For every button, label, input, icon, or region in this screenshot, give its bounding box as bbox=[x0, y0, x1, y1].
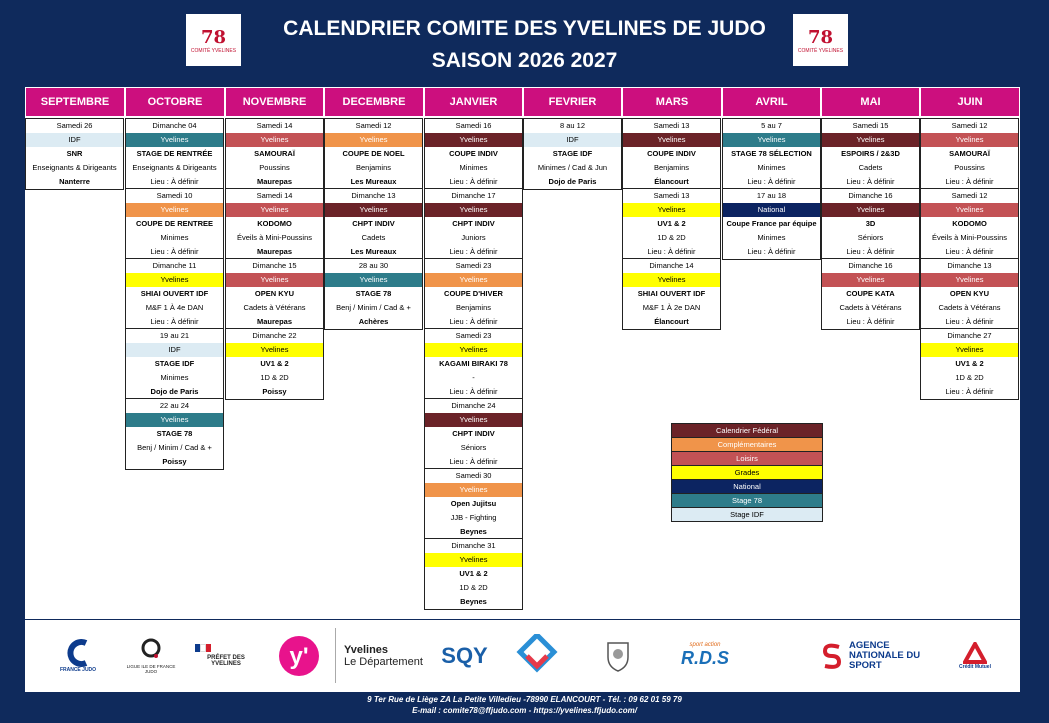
sponsors-bar bbox=[25, 620, 1020, 692]
legend-item: Complémentaires bbox=[672, 438, 822, 452]
france-judo-icon bbox=[64, 639, 92, 667]
event-location: Beynes bbox=[460, 597, 487, 606]
month-header: NOVEMBRE bbox=[225, 87, 324, 117]
event-participants: Benj / Minim / Cad & + bbox=[137, 443, 212, 452]
event-block bbox=[920, 258, 1019, 330]
event-category-bar: Yvelines bbox=[325, 133, 422, 147]
event-participants: Minimes bbox=[160, 373, 189, 382]
event-block bbox=[225, 188, 324, 260]
event-category-bar: Yvelines bbox=[921, 203, 1018, 217]
event-category-bar: Yvelines bbox=[325, 203, 422, 217]
event-participants: Cadets à Vétérans bbox=[839, 303, 902, 312]
event-name: OPEN KYU bbox=[949, 289, 990, 298]
event-category-bar: IDF bbox=[524, 133, 621, 147]
sponsor-label: FRANCE JUDO bbox=[59, 666, 97, 673]
event-location: Lieu : À définir bbox=[449, 317, 498, 326]
event-category-bar: Yvelines bbox=[126, 203, 223, 217]
event-participants: M&F 1 À 4e DAN bbox=[145, 303, 204, 312]
event-location: Beynes bbox=[460, 527, 487, 536]
event-category-bar: Yvelines bbox=[325, 273, 422, 287]
event-participants: Minimes / Cad & Jun bbox=[537, 163, 608, 172]
event-date: 22 au 24 bbox=[159, 401, 190, 410]
event-category-bar: Yvelines bbox=[226, 133, 323, 147]
rds-logo bbox=[665, 628, 745, 683]
event-participants: Benjamins bbox=[653, 163, 690, 172]
event-category-bar: Yvelines bbox=[226, 203, 323, 217]
legend-item: Stage 78 bbox=[672, 494, 822, 508]
yvelines-y-icon bbox=[278, 635, 320, 677]
event-participants: - bbox=[472, 373, 475, 382]
event-location: Poissy bbox=[262, 387, 287, 396]
event-name: STAGE 78 SÉLECTION bbox=[731, 149, 812, 158]
logo-number: 78 bbox=[200, 26, 227, 48]
event-location: Lieu : À définir bbox=[449, 177, 498, 186]
event-name: ESPOIRS / 2&3D bbox=[841, 149, 900, 158]
event-participants: 1D & 2D bbox=[955, 373, 984, 382]
season-title: SAISON 2026 2027 bbox=[431, 49, 618, 72]
event-date: Dimanche 14 bbox=[649, 261, 694, 270]
event-participants: Benjamins bbox=[355, 163, 392, 172]
event-participants: Cadets bbox=[858, 163, 883, 172]
event-location: Lieu : À définir bbox=[150, 317, 199, 326]
comite-logo-right bbox=[793, 14, 848, 66]
event-block bbox=[622, 258, 721, 330]
event-participants: Cadets bbox=[361, 233, 386, 242]
event-category-bar: Yvelines bbox=[425, 133, 522, 147]
event-location: Élancourt bbox=[654, 177, 689, 186]
event-date: Samedi 16 bbox=[455, 121, 492, 130]
event-category-bar: Yvelines bbox=[425, 203, 522, 217]
french-flag-icon bbox=[195, 644, 211, 652]
legend-item: Grades bbox=[672, 466, 822, 480]
event-date: Samedi 26 bbox=[56, 121, 93, 130]
month-header: SEPTEMBRE bbox=[25, 87, 125, 117]
event-name: SHIAI OUVERT IDF bbox=[637, 289, 706, 298]
event-name: STAGE 78 bbox=[355, 289, 392, 298]
event-participants: Poussins bbox=[259, 163, 290, 172]
event-participants: Cadets à Vétérans bbox=[938, 303, 1001, 312]
credit-mutuel-icon bbox=[963, 642, 987, 664]
event-location: Lieu : À définir bbox=[846, 177, 895, 186]
event-name: UV1 & 2 bbox=[657, 219, 686, 228]
sponsor-label: PRÉFET DES YVELINES bbox=[207, 655, 245, 667]
event-participants: Poussins bbox=[954, 163, 985, 172]
event-name: SAMOURAÏ bbox=[254, 149, 295, 158]
month-header: OCTOBRE bbox=[125, 87, 225, 117]
event-category-bar: Yvelines bbox=[921, 133, 1018, 147]
event-date: 28 au 30 bbox=[358, 261, 389, 270]
ligue-idf-icon bbox=[136, 638, 166, 664]
event-name: CHPT INDIV bbox=[452, 219, 495, 228]
logo-number: 78 bbox=[807, 26, 834, 48]
credit-mutuel-logo bbox=[950, 628, 1000, 683]
event-category-bar: Yvelines bbox=[126, 133, 223, 147]
event-name: STAGE 78 bbox=[156, 429, 193, 438]
event-block bbox=[225, 328, 324, 400]
event-participants: 1D & 2D bbox=[260, 373, 289, 382]
event-date: Dimanche 11 bbox=[152, 261, 197, 270]
event-name: COUPE DE RENTREE bbox=[135, 219, 214, 228]
heart-logo bbox=[509, 628, 564, 683]
event-block bbox=[821, 188, 920, 260]
month-header: JUIN bbox=[920, 87, 1020, 117]
event-participants: Cadets à Vétérans bbox=[243, 303, 306, 312]
event-location: Lieu : À définir bbox=[846, 317, 895, 326]
logo-caption: COMITÉ YVELINES bbox=[797, 47, 844, 54]
event-category-bar: Yvelines bbox=[623, 273, 720, 287]
event-category-bar: Yvelines bbox=[623, 133, 720, 147]
event-block bbox=[324, 258, 423, 330]
header bbox=[0, 0, 1049, 86]
event-location: Les Mureaux bbox=[350, 177, 397, 186]
event-location: Maurepas bbox=[256, 247, 292, 256]
ligue-idf-logo bbox=[121, 628, 181, 683]
event-date: Samedi 30 bbox=[455, 471, 492, 480]
event-participants: 1D & 2D bbox=[657, 233, 686, 242]
event-category-bar: Yvelines bbox=[425, 553, 522, 567]
event-name: UV1 & 2 bbox=[459, 569, 488, 578]
event-participants: JJB - Fighting bbox=[450, 513, 497, 522]
event-participants: Enseignants & Dirigeants bbox=[132, 163, 217, 172]
event-participants: Benj / Minim / Cad & + bbox=[336, 303, 411, 312]
event-category-bar: IDF bbox=[26, 133, 123, 147]
event-name: Coupe France par équipe bbox=[726, 219, 817, 228]
event-date: 8 au 12 bbox=[559, 121, 586, 130]
sponsor-sublabel: Le Département bbox=[344, 655, 423, 668]
event-date: Dimanche 04 bbox=[152, 121, 197, 130]
month-header: MAI bbox=[821, 87, 920, 117]
crest-logo bbox=[595, 628, 640, 683]
event-name: SHIAI OUVERT IDF bbox=[140, 289, 209, 298]
event-category-bar: Yvelines bbox=[921, 343, 1018, 357]
event-block bbox=[821, 118, 920, 190]
event-location: Poissy bbox=[162, 457, 187, 466]
event-location: Lieu : À définir bbox=[647, 247, 696, 256]
event-participants: Minimes bbox=[160, 233, 189, 242]
event-date: Samedi 23 bbox=[455, 331, 492, 340]
event-location: Lieu : À définir bbox=[747, 177, 796, 186]
event-category-bar: Yvelines bbox=[425, 273, 522, 287]
month-header: JANVIER bbox=[424, 87, 523, 117]
event-location: Lieu : À définir bbox=[150, 177, 199, 186]
event-location: Lieu : À définir bbox=[945, 317, 994, 326]
event-category-bar: Yvelines bbox=[226, 273, 323, 287]
event-category-bar: Yvelines bbox=[425, 483, 522, 497]
event-category-bar: Yvelines bbox=[425, 413, 522, 427]
event-block bbox=[25, 118, 124, 190]
event-category-bar: Yvelines bbox=[822, 133, 919, 147]
event-location: Lieu : À définir bbox=[449, 387, 498, 396]
france-judo-logo bbox=[53, 628, 103, 683]
event-name: 3D bbox=[865, 219, 876, 228]
footer bbox=[0, 694, 1049, 716]
event-date: Dimanche 16 bbox=[848, 191, 893, 200]
month-header-row bbox=[25, 87, 1020, 117]
event-participants: Enseignants & Dirigeants bbox=[32, 163, 117, 172]
event-date: Samedi 15 bbox=[852, 121, 889, 130]
logo-caption: COMITÉ YVELINES bbox=[190, 47, 237, 54]
event-date: Samedi 13 bbox=[653, 121, 690, 130]
event-name: Open Jujitsu bbox=[450, 499, 497, 508]
event-date: Dimanche 13 bbox=[351, 191, 396, 200]
event-name: COUPE KATA bbox=[846, 289, 895, 298]
event-location: Dojo de Paris bbox=[548, 177, 597, 186]
event-name: CHPT INDIV bbox=[452, 429, 495, 438]
month-header: MARS bbox=[622, 87, 722, 117]
event-date: Dimanche 13 bbox=[947, 261, 992, 270]
event-block bbox=[622, 118, 721, 190]
event-name: STAGE DE RENTRÉE bbox=[136, 149, 213, 158]
event-date: Dimanche 16 bbox=[848, 261, 893, 270]
sponsor-label: AGENCE NATIONALE DU SPORT bbox=[849, 639, 921, 671]
event-location: Lieu : À définir bbox=[150, 247, 199, 256]
event-participants: M&F 1 À 2e DAN bbox=[642, 303, 701, 312]
event-location: Dojo de Paris bbox=[150, 387, 199, 396]
event-name: SAMOURAÏ bbox=[949, 149, 990, 158]
heart-icon bbox=[515, 634, 559, 678]
event-block bbox=[920, 118, 1019, 190]
event-name: COUPE D'HIVER bbox=[444, 289, 503, 298]
month-header: AVRIL bbox=[722, 87, 821, 117]
yvelines-y-glyph: y' bbox=[289, 642, 309, 670]
event-block bbox=[125, 398, 224, 470]
event-date: Samedi 23 bbox=[455, 261, 492, 270]
event-location: Lieu : À définir bbox=[945, 177, 994, 186]
event-block bbox=[225, 258, 324, 330]
event-location: Lieu : À définir bbox=[449, 247, 498, 256]
event-location: Lieu : À définir bbox=[846, 247, 895, 256]
ans-s-icon bbox=[819, 641, 845, 671]
event-date: Samedi 12 bbox=[951, 191, 988, 200]
event-date: Dimanche 27 bbox=[947, 331, 992, 340]
event-name: COUPE DE NOEL bbox=[342, 149, 405, 158]
event-category-bar: Yvelines bbox=[126, 413, 223, 427]
event-date: Dimanche 31 bbox=[451, 541, 496, 550]
event-category-bar: Yvelines bbox=[126, 273, 223, 287]
event-category-bar: IDF bbox=[126, 343, 223, 357]
event-location: Lieu : À définir bbox=[449, 457, 498, 466]
event-location: Élancourt bbox=[654, 317, 689, 326]
event-block bbox=[125, 118, 224, 190]
event-date: Samedi 10 bbox=[156, 191, 193, 200]
yvelines-text-logo bbox=[335, 628, 424, 683]
event-date: Dimanche 24 bbox=[451, 401, 496, 410]
yvelines-y-logo bbox=[269, 628, 329, 683]
event-block bbox=[125, 188, 224, 260]
event-block bbox=[424, 538, 523, 610]
calendar-panel bbox=[25, 87, 1020, 619]
event-name: UV1 & 2 bbox=[955, 359, 984, 368]
event-name: COUPE INDIV bbox=[647, 149, 696, 158]
event-block bbox=[821, 258, 920, 330]
legend-item: Loisirs bbox=[672, 452, 822, 466]
event-block bbox=[920, 328, 1019, 400]
event-participants: Minimes bbox=[459, 163, 488, 172]
event-date: Samedi 13 bbox=[653, 191, 690, 200]
event-location: Achères bbox=[358, 317, 389, 326]
event-category-bar: Yvelines bbox=[921, 273, 1018, 287]
event-participants: 1D & 2D bbox=[459, 583, 488, 592]
legend-item: Stage IDF bbox=[672, 508, 822, 521]
sqy-logo bbox=[437, 628, 492, 683]
event-block bbox=[424, 398, 523, 470]
event-block bbox=[324, 118, 423, 190]
event-block bbox=[324, 188, 423, 260]
event-participants: Éveils à Mini-Poussins bbox=[931, 233, 1008, 242]
event-name: KODOMO bbox=[952, 219, 987, 228]
event-location: Maurepas bbox=[256, 317, 292, 326]
event-date: 5 au 7 bbox=[761, 121, 782, 130]
event-participants: Minimes bbox=[757, 233, 786, 242]
event-participants: Éveils à Mini-Poussins bbox=[236, 233, 313, 242]
page-title: CALENDRIER COMITE DES YVELINES DE JUDO bbox=[283, 17, 766, 40]
event-category-bar: Yvelines bbox=[226, 343, 323, 357]
event-date: 19 au 21 bbox=[159, 331, 190, 340]
event-block bbox=[225, 118, 324, 190]
event-block bbox=[424, 118, 523, 190]
sponsor-label: SQY bbox=[441, 642, 488, 668]
event-block bbox=[523, 118, 622, 190]
event-date: Samedi 14 bbox=[256, 121, 293, 130]
event-date: Dimanche 15 bbox=[252, 261, 297, 270]
event-block bbox=[722, 118, 821, 190]
event-category-bar: Yvelines bbox=[822, 203, 919, 217]
month-header: FEVRIER bbox=[523, 87, 622, 117]
footer-address: 9 Ter Rue de Liège ZA La Petite Villedieu -78990 ELANCOURT - Tél. : 09 62 01 59 79 bbox=[367, 695, 682, 704]
event-participants: Minimes bbox=[757, 163, 786, 172]
sponsor-sublabel: sport action bbox=[689, 642, 721, 648]
prefet-logo bbox=[195, 628, 257, 683]
event-block bbox=[424, 328, 523, 400]
event-location: Maurepas bbox=[256, 177, 292, 186]
event-date: Dimanche 22 bbox=[252, 331, 297, 340]
event-date: Samedi 14 bbox=[256, 191, 293, 200]
event-name: KAGAMI BIRAKI 78 bbox=[439, 359, 508, 368]
event-block bbox=[622, 188, 721, 260]
event-participants: Séniors bbox=[857, 233, 884, 242]
crest-icon bbox=[605, 639, 631, 673]
event-category-bar: Yvelines bbox=[723, 133, 820, 147]
event-block bbox=[125, 328, 224, 400]
event-participants: Benjamins bbox=[455, 303, 492, 312]
event-block bbox=[722, 188, 821, 260]
event-block bbox=[424, 258, 523, 330]
event-block bbox=[424, 188, 523, 260]
event-name: KODOMO bbox=[257, 219, 292, 228]
month-header: DECEMBRE bbox=[324, 87, 424, 117]
legend-item: Calendrier Fédéral bbox=[672, 424, 822, 438]
event-date: Samedi 12 bbox=[355, 121, 392, 130]
event-category-bar: Yvelines bbox=[623, 203, 720, 217]
event-name: UV1 & 2 bbox=[260, 359, 289, 368]
event-date: 17 au 18 bbox=[756, 191, 787, 200]
event-category-bar: Yvelines bbox=[822, 273, 919, 287]
event-date: Dimanche 17 bbox=[451, 191, 496, 200]
footer-email: E-mail : comite78@ffjudo.com - https://yvelines.ffjudo.com/ bbox=[412, 706, 637, 715]
event-location: Lieu : À définir bbox=[945, 387, 994, 396]
event-participants: Juniors bbox=[461, 233, 486, 242]
legend-item: National bbox=[672, 480, 822, 494]
ans-logo bbox=[815, 628, 925, 683]
event-name: SNR bbox=[66, 149, 83, 158]
sponsor-label: LIGUE ILE DE FRANCE JUDO bbox=[126, 663, 176, 674]
sponsor-label: Crédit Mutuel bbox=[959, 663, 991, 670]
event-category-bar: Yvelines bbox=[425, 343, 522, 357]
event-location: Les Mureaux bbox=[350, 247, 397, 256]
sponsor-label: Yvelines bbox=[344, 643, 389, 656]
event-name: CHPT INDIV bbox=[352, 219, 395, 228]
event-date: Samedi 12 bbox=[951, 121, 988, 130]
sponsor-label: R.D.S bbox=[680, 648, 729, 668]
event-name: STAGE IDF bbox=[552, 149, 593, 158]
event-block bbox=[125, 258, 224, 330]
event-name: STAGE IDF bbox=[154, 359, 195, 368]
legend bbox=[671, 423, 823, 522]
event-location: Nanterre bbox=[59, 177, 90, 186]
event-participants: Séniors bbox=[460, 443, 487, 452]
event-block bbox=[424, 468, 523, 540]
event-location: Lieu : À définir bbox=[945, 247, 994, 256]
event-name: OPEN KYU bbox=[254, 289, 295, 298]
event-location: Lieu : À définir bbox=[747, 247, 796, 256]
event-block bbox=[920, 188, 1019, 260]
event-category-bar: National bbox=[723, 203, 820, 217]
event-name: COUPE INDIV bbox=[449, 149, 498, 158]
